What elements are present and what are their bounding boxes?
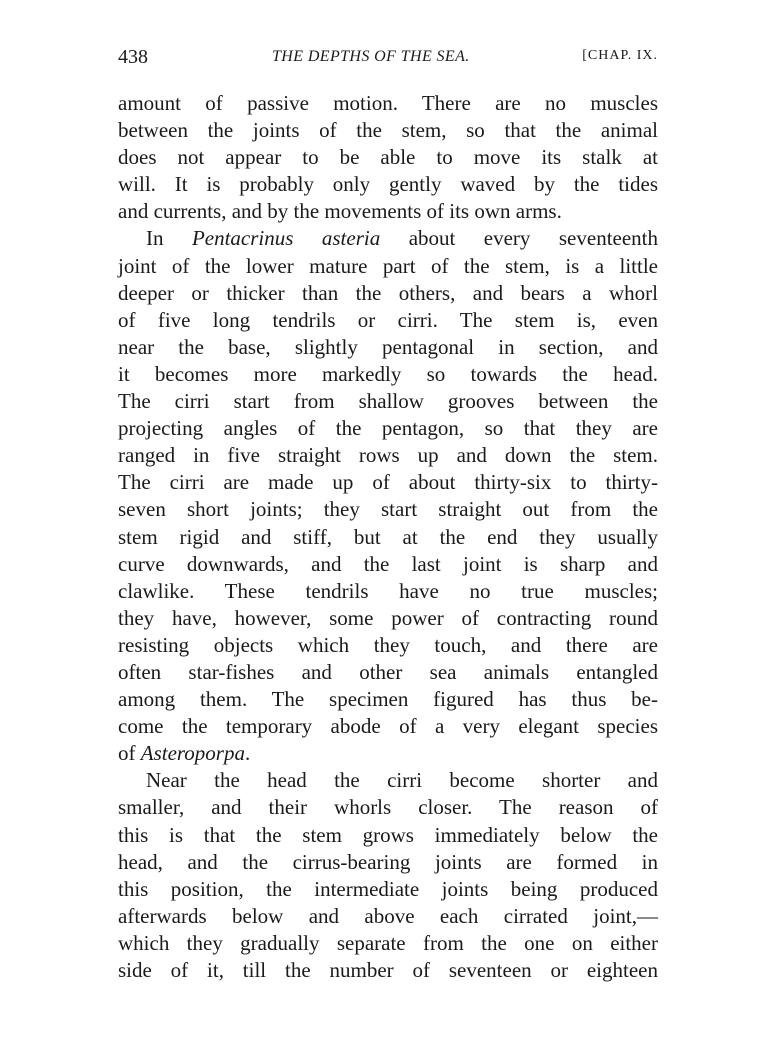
text-line: between the joints of the stem, so that the animal bbox=[118, 118, 658, 143]
text-line: come the temporary abode of a very elegant species bbox=[118, 714, 658, 739]
text-line: ranged in five straight rows up and down the stem. bbox=[118, 443, 658, 468]
text-line: clawlike. These tendrils have no true muscles; bbox=[118, 578, 658, 603]
page-number: 438 bbox=[118, 46, 148, 68]
book-page bbox=[118, 42, 658, 984]
text-line: this position, the intermediate joints being produced bbox=[118, 876, 658, 901]
text-line: of five long tendrils or cirri. The stem is, even bbox=[118, 307, 658, 332]
text-line: The cirri start from shallow grooves between the bbox=[118, 389, 658, 414]
text-fragment: . bbox=[244, 741, 251, 766]
text-line: this is that the stem grows immediately below the bbox=[118, 822, 658, 847]
text-line: seven short joints; they start straight out from the bbox=[118, 497, 658, 522]
text-line: often star-fishes and other sea animals entangled bbox=[118, 659, 658, 684]
species-name: Asteroporpa bbox=[140, 741, 245, 766]
text-line: curve downwards, and the last joint is sharp and bbox=[118, 551, 658, 576]
text-line: joint of the lower mature part of the stem, is a little bbox=[118, 253, 658, 278]
text-line: does not appear to be able to move its stalk at bbox=[118, 145, 658, 170]
paragraph-2 bbox=[118, 225, 658, 767]
text-fragment: In bbox=[146, 226, 164, 251]
text-line: The cirri are made up of about thirty-six to thirty- bbox=[118, 470, 658, 495]
text-line bbox=[118, 225, 658, 252]
text-line: they have, however, some power of contracting round bbox=[118, 605, 658, 630]
text-line: Near the head the cirri become shorter and bbox=[146, 768, 658, 793]
text-line: amount of passive motion. There are no muscles bbox=[118, 91, 658, 115]
running-title: THE DEPTHS OF THE SEA. bbox=[272, 48, 470, 65]
text-fragment: of bbox=[118, 741, 136, 766]
body-text bbox=[118, 90, 658, 984]
text-fragment: about every seventeenth bbox=[408, 226, 659, 251]
text-line: among them. The specimen figured has thus be- bbox=[118, 687, 658, 712]
text-line bbox=[118, 740, 658, 767]
text-line: and currents, and by the movements of its own arms. bbox=[118, 199, 562, 224]
text-line: resisting objects which they touch, and there are bbox=[118, 632, 658, 657]
running-head bbox=[118, 42, 658, 72]
text-line: will. It is probably only gently waved by the tides bbox=[118, 172, 658, 197]
text-line: which they gradually separate from the one on either bbox=[118, 930, 658, 955]
species-name: Pentacrinus asteria bbox=[191, 226, 381, 251]
text-line: head, and the cirrus-bearing joints are formed in bbox=[118, 849, 658, 874]
paragraph-1 bbox=[118, 90, 658, 225]
text-line: side of it, till the number of seventeen or eighteen bbox=[118, 958, 658, 982]
text-line: smaller, and their whorls closer. The reason of bbox=[118, 795, 658, 820]
text-line: near the base, slightly pentagonal in section, and bbox=[118, 334, 658, 359]
text-line: afterwards below and above each cirrated joint,— bbox=[118, 903, 658, 928]
chapter-reference: [CHAP. IX. bbox=[582, 48, 658, 63]
text-line: deeper or thicker than the others, and bears a whorl bbox=[118, 280, 658, 305]
paragraph-3 bbox=[118, 767, 658, 984]
text-line: it becomes more markedly so towards the head. bbox=[118, 361, 658, 386]
text-line: stem rigid and stiff, but at the end they usually bbox=[118, 524, 658, 549]
text-line: projecting angles of the pentagon, so that they are bbox=[118, 416, 658, 441]
